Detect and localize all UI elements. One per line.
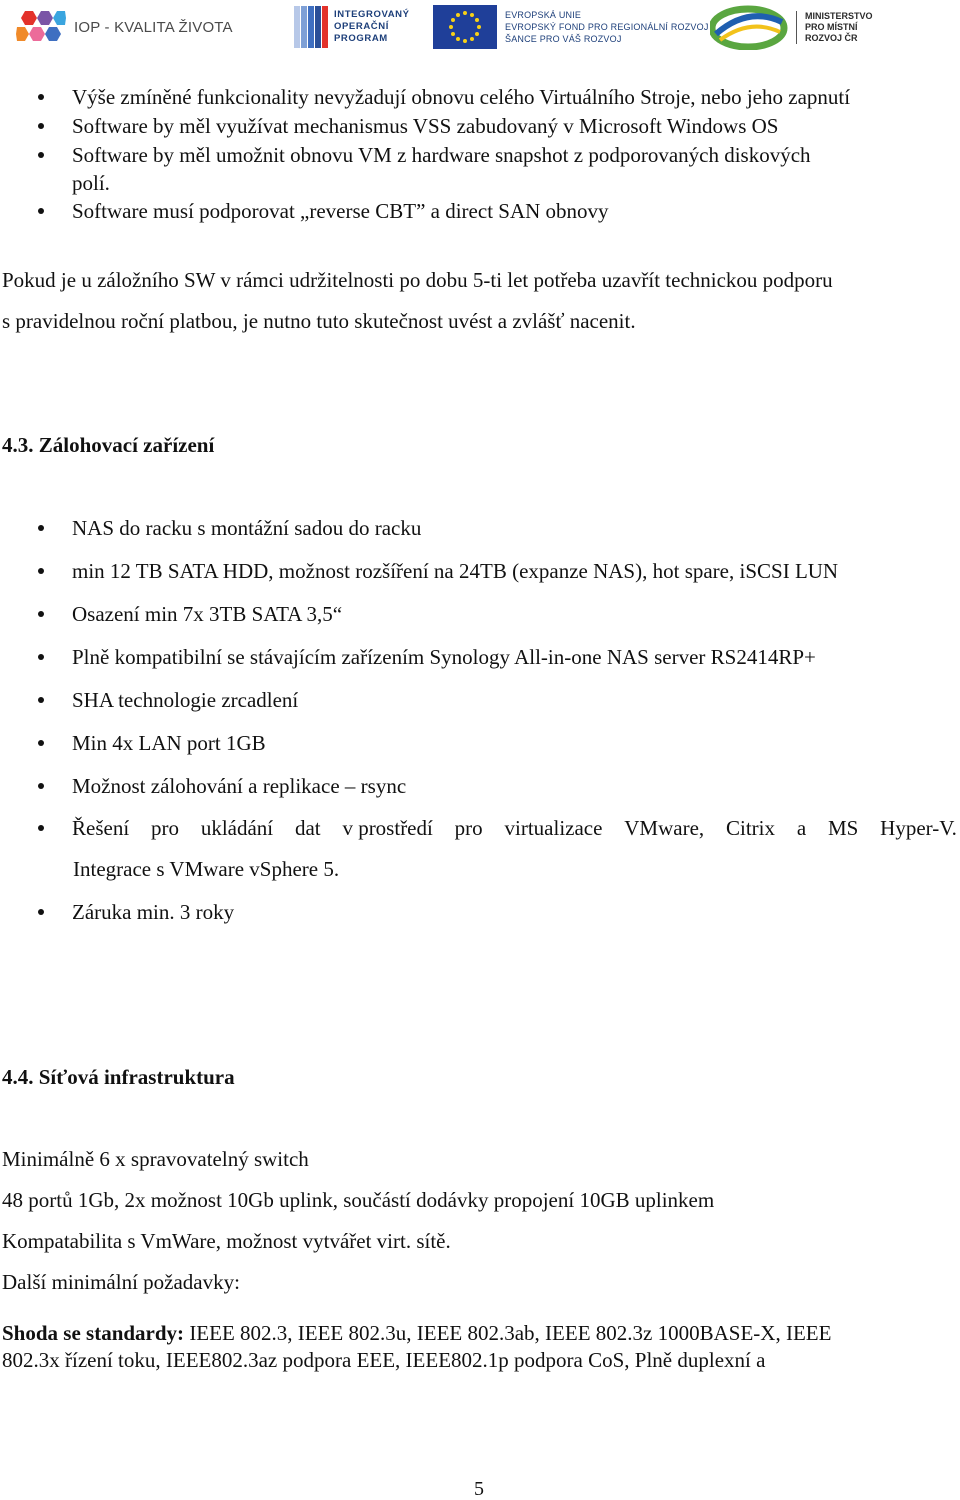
software-bullet-2: Software by měl využívat mechanismus VSS zabudovaný v Microsoft Windows OS xyxy=(72,114,779,138)
nas-bullet-6: Min 4x LAN port 1GB xyxy=(72,731,266,755)
ministry-line2: PRO MÍSTNÍ xyxy=(805,21,858,32)
integrated-program-line3: PROGRAM xyxy=(334,33,388,44)
justified-word: VMware, xyxy=(624,816,705,840)
bullet-dot-icon xyxy=(38,152,44,158)
iop-logo-text: IOP - KVALITA ŽIVOTA xyxy=(74,18,233,36)
eu-logo-line1: EVROPSKÁ UNIE xyxy=(505,10,582,20)
justified-word: MS xyxy=(827,816,859,840)
section-4-3-heading: 4.3. Zálohovací zařízení xyxy=(2,433,215,457)
nas-bullet-9: Záruka min. 3 roky xyxy=(72,900,235,924)
network-line-3: Kompatabilita s VmWare, možnost vytvářet virt. sítě. xyxy=(2,1229,451,1253)
eu-logo-line2: EVROPSKÝ FOND PRO REGIONÁLNÍ ROZVOJ xyxy=(505,22,709,32)
standards-line-2: 802.3x řízení toku, IEEE802.3az podpora EEE, IEEE802.1p podpora CoS, Plně duplexní a xyxy=(2,1348,766,1372)
integrated-program-logo xyxy=(294,4,410,50)
software-bullet-1: Výše zmíněné funkcionality nevyžadují obnovu celého Virtuálního Stroje, nebo jeho zapnutí xyxy=(72,85,851,109)
ministry-logo xyxy=(710,4,873,50)
justified-word: ukládání xyxy=(200,816,274,840)
bullet-dot-icon xyxy=(38,94,44,100)
bullet-dot-icon xyxy=(38,525,44,531)
justified-word: pro xyxy=(150,816,179,840)
bullet-dot-icon xyxy=(38,568,44,574)
nas-bullet-7: Možnost zálohování a replikace – rsync xyxy=(72,774,407,798)
justified-word: Řešení xyxy=(72,816,130,840)
nas-bullet-8-justified xyxy=(72,816,957,840)
bullet-dot-icon xyxy=(38,208,44,214)
ministry-line3: ROZVOJ ČR xyxy=(805,32,858,43)
bullet-dot-icon xyxy=(38,123,44,129)
ministry-swoosh-icon xyxy=(710,4,788,50)
justified-word: v prostředí xyxy=(342,816,433,840)
justified-word: dat xyxy=(294,816,321,840)
hexagon-cluster-icon xyxy=(16,9,66,45)
paragraph-line-1: Pokud je u záložního SW v rámci udržitelnosti po dobu 5-ti let potřeba uzavřít technickou podporu xyxy=(2,268,833,292)
page-number: 5 xyxy=(474,1478,484,1500)
section-4-4-heading: 4.4. Síťová infrastruktura xyxy=(2,1065,235,1089)
eu-flag-icon xyxy=(433,5,497,49)
nas-bullet-8-cont: Integrace s VMware vSphere 5. xyxy=(73,857,340,881)
justified-word: a xyxy=(796,816,807,840)
network-line-1: Minimálně 6 x spravovatelný switch xyxy=(2,1147,309,1171)
justified-word: Hyper-V. xyxy=(880,816,957,840)
bullet-dot-icon xyxy=(38,654,44,660)
eu-logo xyxy=(433,5,709,49)
bullet-dot-icon xyxy=(38,740,44,746)
standards-line-1 xyxy=(2,1321,831,1345)
bullet-dot-icon xyxy=(38,825,44,831)
software-bullet-4: Software musí podporovat „reverse CBT” a direct SAN obnovy xyxy=(72,199,609,223)
justified-word: pro xyxy=(454,816,483,840)
bullet-dot-icon xyxy=(38,783,44,789)
flag-stripes-icon xyxy=(294,4,328,50)
nas-bullet-2: min 12 TB SATA HDD, možnost rozšíření na 24TB (expanze NAS), hot spare, iSCSI LUN xyxy=(72,559,839,583)
network-line-2: 48 portů 1Gb, 2x možnost 10Gb uplink, součástí dodávky propojení 10GB uplinkem xyxy=(2,1188,715,1212)
ministry-line1: MINISTERSTVO xyxy=(805,10,873,21)
standards-label: Shoda se standardy: xyxy=(2,1321,185,1345)
software-bullet-3-cont: polí. xyxy=(72,171,110,195)
nas-bullet-1: NAS do racku s montážní sadou do racku xyxy=(72,516,422,540)
integrated-program-line2: OPERAČNÍ xyxy=(334,21,389,32)
nas-bullet-4: Plně kompatibilní se stávajícím zařízením Synology All-in-one NAS server RS2414RP+ xyxy=(72,645,816,669)
standards-text: IEEE 802.3, IEEE 802.3u, IEEE 802.3ab, IEEE 802.3z 1000BASE-X, IEEE xyxy=(184,1321,832,1345)
bullet-dot-icon xyxy=(38,611,44,617)
iop-logo xyxy=(16,8,233,46)
bullet-dot-icon xyxy=(38,697,44,703)
justified-word: Citrix xyxy=(725,816,775,840)
software-bullet-3: Software by měl umožnit obnovu VM z hardware snapshot z podporovaných diskových xyxy=(72,143,811,167)
network-line-4: Další minimální požadavky: xyxy=(2,1270,240,1294)
integrated-program-line1: INTEGROVANÝ xyxy=(334,9,410,20)
paragraph-line-2: s pravidelnou roční platbou, je nutno tuto skutečnost uvést a zvlášť nacenit. xyxy=(2,309,636,333)
justified-word: virtualizace xyxy=(504,816,603,840)
bullet-dot-icon xyxy=(38,909,44,915)
nas-bullet-5: SHA technologie zrcadlení xyxy=(72,688,299,712)
nas-bullet-3: Osazení min 7x 3TB SATA 3,5“ xyxy=(72,602,343,626)
eu-logo-line3: ŠANCE PRO VÁŠ ROZVOJ xyxy=(505,34,622,44)
